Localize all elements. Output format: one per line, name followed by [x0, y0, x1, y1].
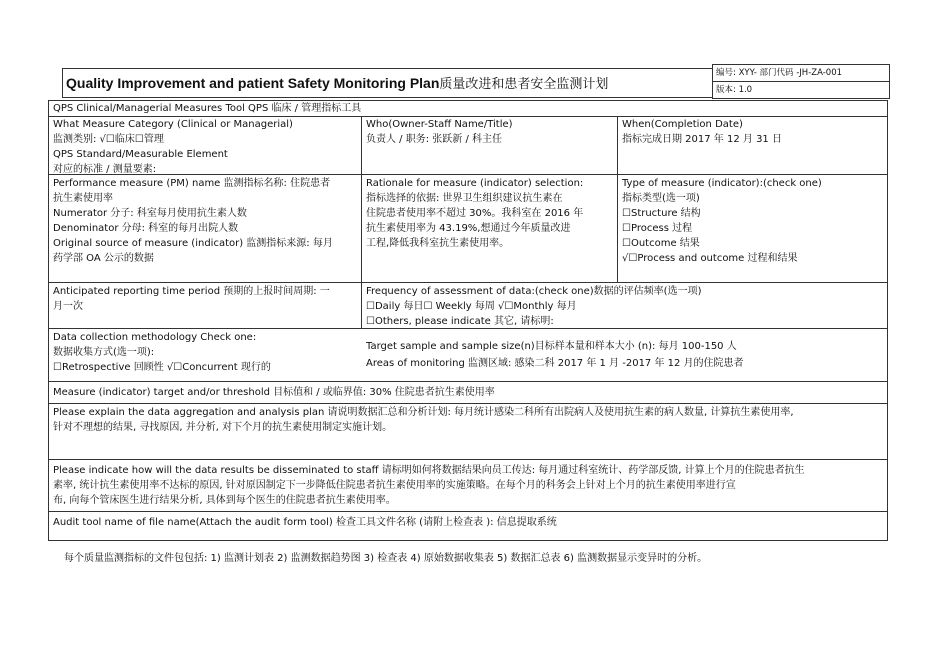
type-label: Type of measure (indicator):(check one) [622, 178, 822, 189]
header-meta-divider [712, 81, 890, 82]
anticipated-label: Anticipated reporting time period 预期的上报时间周期: 一 [53, 286, 330, 297]
dissemination-text: Please indicate how will the data results be disseminated to staff 请标明如何将数据结果向员工传达: 每月通过科室统计、药学部反馈, 计算上个月的住院患者抗生 [53, 465, 805, 476]
pm-name-label: Performance measure (PM) name 监测指标名称: 住院患者 [53, 178, 331, 189]
when-cell [622, 117, 782, 147]
rationale-text: 指标选择的依据: 世界卫生组织建议抗生素在 [366, 193, 563, 204]
doc-number: 编号: XYY- 部门代码 -JH-ZA-001 [716, 68, 843, 78]
monitoring-areas: Areas of monitoring 监测区域: 感染二科 2017 年 1 月 -2017 年 12 月的住院患者 [366, 358, 744, 369]
what-category-label: What Measure Category (Clinical or Managerial) [53, 119, 293, 130]
numerator: Numerator 分子: 科室每月使用抗生素人数 [53, 208, 247, 219]
collection-label-cn: 数据收集方式(选一项): [53, 347, 155, 358]
footer-note: 每个质量监测指标的文件包包括: 1) 监测计划表 2) 监测数据趋势图 3) 检查表 4) 原始数据收集表 5) 数据汇总表 6) 监测数据显示变异时的分析。 [64, 553, 708, 564]
aggregation-cell [53, 405, 794, 435]
sample-cell [366, 339, 744, 371]
anticipated-cell [53, 284, 330, 314]
frequency-other[interactable]: ☐Others, please indicate 其它, 请标明: [366, 316, 554, 327]
who-cell [366, 117, 513, 147]
anticipated-value: 月一次 [53, 301, 83, 312]
qps-standard-value: 对应的标准 / 测量要素: [53, 164, 157, 175]
denominator: Denominator 分母: 科室的每月出院人数 [53, 223, 239, 234]
aggregation-text: 针对不理想的结果, 寻找原因, 并分析, 对下个月的抗生素使用制定实施计划。 [53, 422, 393, 433]
who-label: Who(Owner-Staff Name/Title) [366, 119, 513, 130]
source-value: 药学部 OA 公示的数据 [53, 253, 154, 264]
dissemination-text: 布, 向每个管床医生进行结果分析, 具体到每个医生的住院患者抗生素使用率。 [53, 495, 396, 506]
rationale-text: 住院患者使用率不超过 30%。我科室在 2016 年 [366, 208, 584, 219]
when-label: When(Completion Date) [622, 119, 743, 130]
type-option-process[interactable]: ☐Process 过程 [622, 223, 693, 234]
type-option-structure[interactable]: ☐Structure 结构 [622, 208, 701, 219]
dissemination-text: 素率, 统计抗生素使用率不达标的原因, 针对原因制定下一步降低住院患者抗生素使用率的实施策略。在每个月的科务会上针对上个月的抗生素使用率进行宣 [53, 480, 736, 491]
who-value: 负责人 / 职务: 张跃新 / 科主任 [366, 134, 503, 145]
rationale-text: 工程,降低我科室抗生素使用率。 [366, 238, 510, 249]
collection-label: Data collection methodology Check one: [53, 332, 257, 343]
when-value: 指标完成日期 2017 年 12 月 31 日 [622, 134, 782, 145]
frequency-cell [366, 284, 702, 329]
column-divider [617, 116, 618, 282]
performance-measure-cell [53, 176, 333, 266]
aggregation-text: Please explain the data aggregation and analysis plan 请说明数据汇总和分析计划: 每月统计感染二科所有出院病人及使用抗生素的病人数量, 计算抗生素使用率, [53, 407, 794, 418]
type-option-outcome[interactable]: ☐Outcome 结果 [622, 238, 700, 249]
qps-standard-label: QPS Standard/Measurable Element [53, 149, 228, 160]
title-english: Quality Improvement and patient Safety Monitoring Plan [66, 75, 440, 91]
audit-tool: Audit tool name of file name(Attach the audit form tool) 检查工具文件名称 (请附上检查表 ): 信息提取系统 [53, 517, 557, 528]
target-threshold: Measure (indicator) target and/or threshold 目标值和 / 或临界值: 30% 住院患者抗生素使用率 [53, 387, 495, 398]
sample-size: Target sample and sample size(n)目标样本量和样本大小 (n): 每月 100-150 人 [366, 341, 737, 352]
title-chinese: 质量改进和患者安全监测计划 [439, 77, 609, 92]
what-cell [53, 117, 293, 177]
column-divider [361, 116, 362, 329]
frequency-options[interactable]: ☐Daily 每日☐ Weekly 每周 √☐Monthly 每月 [366, 301, 577, 312]
row-divider [48, 403, 888, 404]
type-option-process-outcome[interactable]: √☐Process and outcome 过程和结果 [622, 253, 798, 264]
rationale-label: Rationale for measure (indicator) selection: [366, 178, 584, 189]
rationale-cell [366, 176, 583, 251]
qps-tool-heading: QPS Clinical/Managerial Measures Tool QPS 临床 / 管理指标工具 [53, 103, 362, 114]
measure-type-cell [622, 176, 822, 266]
dissemination-cell [53, 463, 805, 508]
source-label: Original source of measure (indicator) 监测指标来源: 每月 [53, 238, 333, 249]
row-divider [48, 511, 888, 512]
row-divider [48, 381, 888, 382]
row-divider [48, 282, 888, 283]
what-category-value: 监测类别: √☐临床☐管理 [53, 134, 164, 145]
pm-name-value: 抗生素使用率 [53, 193, 113, 204]
doc-version: 版本: 1.0 [716, 85, 753, 95]
collection-cell [53, 330, 271, 375]
frequency-label: Frequency of assessment of data:(check one)数据的评估频率(选一项) [366, 286, 702, 297]
collection-options[interactable]: ☐Retrospective 回顾性 √☐Concurrent 现行的 [53, 362, 271, 373]
row-divider [48, 459, 888, 460]
rationale-text: 抗生素使用率为 43.19%,想通过今年质量改进 [366, 223, 571, 234]
type-label-cn: 指标类型(选一项) [622, 193, 700, 204]
document-title [66, 76, 608, 92]
